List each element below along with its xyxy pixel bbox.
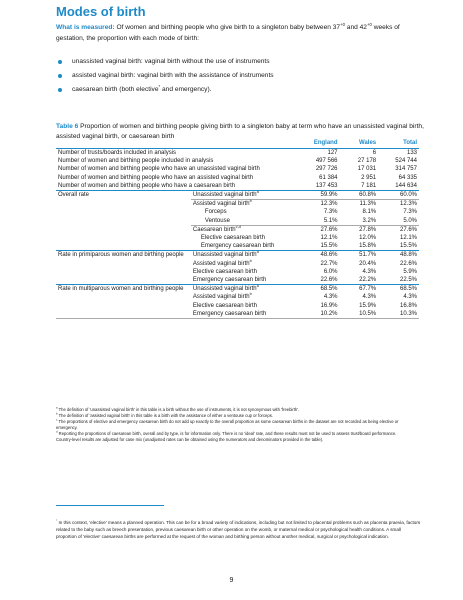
footnote-marker: c,d (235, 223, 241, 229)
cell-england: 137 453 (315, 182, 338, 189)
row-label: Emergency caesarean birth (192, 277, 267, 284)
cell-total: 144 634 (395, 182, 417, 189)
cell-wales: 4.3% (362, 294, 377, 301)
cell-england: 12.1% (320, 235, 338, 242)
cell-wales: 4.3% (362, 268, 377, 275)
cell-england: 48.6% (298, 251, 339, 260)
list-item-text: unassisted vaginal birth: vaginal birth without the use of instruments (72, 58, 270, 65)
footnote-marker: * (158, 83, 161, 89)
cell-wales: 10.5% (340, 310, 379, 319)
cell-total: 133 (406, 150, 417, 156)
list-item (56, 55, 426, 69)
row-label: Number of women and birthing people who have an assisted vaginal birth (58, 174, 254, 181)
cell-england: 4.3% (323, 294, 338, 301)
bullet-icon (58, 74, 62, 78)
page-footnote (56, 519, 421, 540)
row-label: Unassisted vaginal birth$^a$ (191, 191, 298, 200)
row-label: Caesarean birth$^{c,d}$ (192, 223, 241, 233)
cell-total: 15.5% (399, 243, 417, 250)
footnote: $^b$ The definition of 'assisted vaginal birth' in this table is a birth with the assistance of either a ventouse cup or forceps. (56, 412, 273, 418)
cell-wales: 6 (372, 150, 377, 156)
cell-wales: 7 181 (361, 182, 377, 189)
row-label: Ventouse (191, 217, 298, 226)
row-label: Emergency caesarean birth (191, 310, 298, 319)
cell-wales: 12.0% (359, 235, 377, 242)
cell-wales: 27.8% (359, 226, 377, 233)
cell-total: 524 744 (395, 158, 417, 165)
cell-wales: 67.7% (340, 285, 379, 294)
table-row (56, 302, 419, 310)
row-label: Number of women and birthing people who have an unassisted vaginal birth (58, 166, 260, 173)
cell-total: 314 757 (395, 166, 417, 173)
footnote-marker: a (256, 249, 259, 255)
cell-total: 7.3% (403, 209, 417, 216)
table-row (56, 200, 419, 209)
cell-total: 27.6% (399, 226, 417, 233)
cell-wales: 8.1% (362, 209, 377, 216)
column-header-england: England (298, 139, 339, 149)
footnote-marker: b (249, 198, 252, 204)
cell-total: 12.1% (399, 235, 417, 242)
cell-wales: 22.2% (359, 277, 377, 284)
table-row (56, 285, 419, 294)
cell-england: 497 566 (315, 158, 338, 165)
bullet-icon (58, 88, 62, 92)
row-label: Elective caesarean birth (200, 235, 265, 242)
cell-england: 61 384 (319, 174, 338, 181)
table-row (56, 165, 419, 173)
cell-total: 5.9% (403, 268, 417, 275)
footnote: $^a$ The definition of 'unassisted vaginal birth' in this table is a birth without the use of instruments, it is not synonymous with 'freebirth'. (56, 406, 300, 412)
cell-england: 7.3% (323, 209, 338, 216)
cell-england: 59.9% (298, 191, 339, 200)
cell-england: 5.1% (298, 217, 339, 226)
table-row (56, 157, 419, 165)
measure-sup-1: +0 (340, 21, 345, 27)
bullet-icon (58, 60, 62, 64)
table-row (56, 310, 419, 319)
cell-total: 12.3% (399, 201, 417, 208)
header-blank (191, 139, 298, 149)
row-label: Emergency caesarean birth (200, 243, 275, 250)
cell-wales: 2 951 (361, 174, 377, 181)
table-number: Table 6 (56, 123, 79, 130)
footnote: $^c$ The proportions of elective and emergency caesarean birth do not add up exactly to the overall proportion as some caesarean births in the dataset are not recorded as being elective or emergency. (56, 418, 399, 430)
page-title: Modes of birth (56, 4, 146, 19)
cell-total: 22.5% (399, 277, 417, 284)
group-label: Rate in multiparous women and birthing people (56, 285, 191, 294)
cell-wales: 27 178 (357, 158, 377, 165)
list-item (56, 69, 426, 83)
row-label: Forceps (204, 209, 227, 216)
table-footnotes (56, 407, 421, 443)
cell-wales: 20.4% (359, 260, 377, 267)
cell-wales: 17 031 (357, 166, 377, 173)
cell-england: 6.0% (323, 268, 338, 275)
list-item-tail: and emergency). (160, 86, 212, 93)
table-row (56, 149, 419, 158)
cell-england: 68.5% (298, 285, 339, 294)
row-label: Assisted vaginal birth$^b$ (192, 291, 252, 301)
row-label: Assisted vaginal birth$^b$ (192, 198, 252, 208)
footnote-marker: a (256, 283, 259, 289)
cell-total: 60.0% (378, 191, 419, 200)
cell-wales: 15.9% (359, 302, 377, 309)
group-label: Rate in primiparous women and birthing people (56, 251, 191, 260)
table-row (56, 182, 419, 191)
row-label: Unassisted vaginal birth$^a$ (191, 285, 298, 294)
cell-wales: 51.7% (340, 251, 379, 260)
row-label: Elective caesarean birth (192, 302, 257, 309)
cell-england: 10.2% (298, 310, 339, 319)
cell-total: 22.6% (399, 260, 417, 267)
cell-wales: 15.8% (359, 243, 377, 250)
footnote-marker: b (249, 257, 252, 263)
cell-wales: 3.2% (340, 217, 379, 226)
cell-england: 15.5% (320, 243, 338, 250)
row-label: Unassisted vaginal birth$^a$ (191, 251, 298, 260)
cell-wales: 11.3% (359, 201, 377, 208)
footnote-marker: b (249, 291, 252, 297)
table-row (56, 276, 419, 285)
table-row (56, 208, 419, 216)
cell-wales: 60.8% (340, 191, 379, 200)
table-row (56, 225, 419, 234)
page-footnote-text: In this context, 'elective' means a planned operation. This can be for a broad variety of indications, including but not limited to placental problems such as placenta praevia, factors related to the baby such as breech presentation, previous caesarean birth or other operation on the womb, or maternal medical or psychological health conditions. A small proportion of 'elective' caesarean births are performed at the request of the woman and birthing person without another medical, surgical or psychological indication. (56, 520, 421, 539)
cell-total: 10.3% (378, 310, 419, 319)
measure-text-3: weeks of gestation, the proportion with each mode of birth: (56, 24, 400, 42)
measure-lead: What is measured: (56, 24, 115, 31)
list-item-text: caesarean birth (both elective (72, 86, 159, 93)
cell-england: 27.6% (320, 226, 338, 233)
table-row (56, 191, 419, 200)
row-label: Number of women and birthing people included in analysis (58, 158, 214, 165)
footnote-marker: a (256, 189, 259, 195)
cell-total: 48.8% (378, 251, 419, 260)
table-row (56, 251, 419, 260)
footnote: $^d$ Reporting the proportions of caesarean birth, overall and by type, is for information only. There is no 'ideal' rate, and these results must not be used to assess trust/board performance. (56, 430, 397, 436)
measure-text-2: and 42 (344, 24, 367, 31)
table-caption-text: Proportion of women and birthing people giving birth to a singleton baby at term who have an unassisted vaginal birth, assisted vaginal birth, or caesarean birth (56, 123, 424, 140)
cell-england: 22.6% (320, 277, 338, 284)
row-label: Elective caesarean birth (192, 268, 257, 275)
cell-total: 68.5% (378, 285, 419, 294)
table-row (56, 293, 419, 301)
cell-england: 127 (327, 150, 338, 156)
cell-total: 64 335 (398, 174, 417, 181)
cell-england: 297 726 (315, 166, 338, 173)
modes-of-birth-table (56, 139, 419, 319)
row-label: Assisted vaginal birth$^b$ (192, 257, 252, 267)
footnote: Country-level results are adjusted for case mix (unadjusted rates can be obtained using the numerators and denominators provided in the table). (56, 437, 324, 442)
footnote-divider (56, 505, 164, 506)
column-header-total: Total (378, 139, 419, 149)
cell-england: 12.3% (320, 201, 338, 208)
measure-text-1: Of women and birthing people who give birth to a singleton baby between 37 (114, 24, 341, 31)
table-row (56, 260, 419, 268)
footnote-marker: * (56, 518, 58, 523)
page-number: 9 (229, 577, 234, 584)
table-row (56, 242, 419, 251)
row-label: Number of women and birthing people who have a caesarean birth (58, 182, 236, 189)
list-item-text: assisted vaginal birth: vaginal birth with the assistance of instruments (72, 72, 274, 79)
cell-total: 4.3% (403, 294, 417, 301)
group-label: Overall rate (56, 191, 191, 200)
measure-description (56, 22, 426, 44)
cell-england: 16.9% (320, 302, 338, 309)
column-header-wales: Wales (340, 139, 379, 149)
cell-total: 16.8% (399, 302, 417, 309)
table-row (56, 174, 419, 182)
table-row (56, 234, 419, 242)
mode-list (56, 55, 426, 97)
measure-sup-2: +0 (366, 21, 372, 27)
table-header-row (56, 139, 419, 149)
cell-england: 22.7% (320, 260, 338, 267)
cell-total: 5.0% (378, 217, 419, 226)
list-item (56, 83, 426, 97)
row-label: Number of trusts/boards included in analysis (58, 150, 177, 156)
header-blank (56, 139, 191, 149)
table-row (56, 268, 419, 276)
